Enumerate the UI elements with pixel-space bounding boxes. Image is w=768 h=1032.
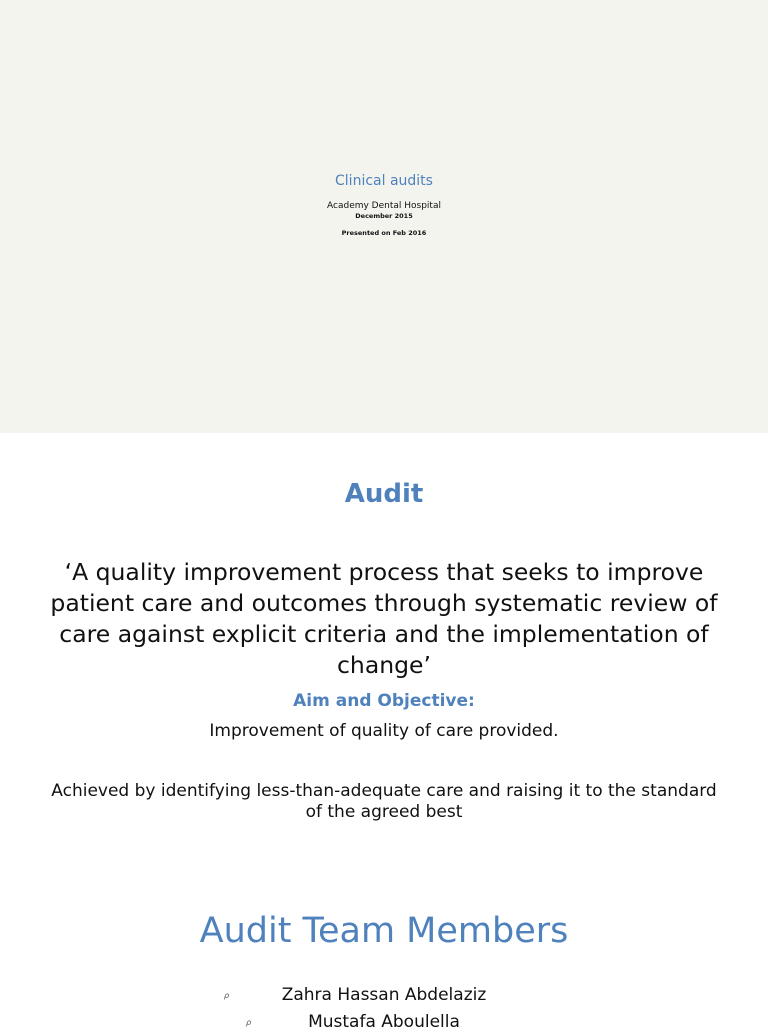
slide-heading: Audit <box>344 479 424 509</box>
audit-definition-slide <box>0 433 768 863</box>
team-member-name: Zahra Hassan Abdelaziz <box>281 985 487 1005</box>
achieved-text: Achieved by identifying less-than-adequate care and raising it to the standard of the agreed best <box>51 781 717 822</box>
audit-date: December 2015 <box>355 212 413 220</box>
title-slide <box>0 0 768 433</box>
presented-date: Presented on Feb 2016 <box>341 229 427 237</box>
aim-text: Improvement of quality of care provided. <box>209 721 559 741</box>
aim-heading: Aim and Objective: <box>293 691 475 711</box>
bullet-icon: ρ <box>246 1018 252 1027</box>
slide-heading: Audit Team Members <box>199 911 569 951</box>
team-members-slide <box>0 863 768 1032</box>
audit-definition-quote: ‘A quality improvement process that seeks to improve patient care and outcomes through systematic review of care against explicit criteria and the implementation of change’ <box>50 558 718 679</box>
bullet-icon: ρ <box>224 991 230 1000</box>
team-member-name: Mustafa Aboulella <box>308 1012 460 1032</box>
presentation-title: Clinical audits <box>335 173 433 189</box>
hospital-name: Academy Dental Hospital <box>327 201 441 211</box>
